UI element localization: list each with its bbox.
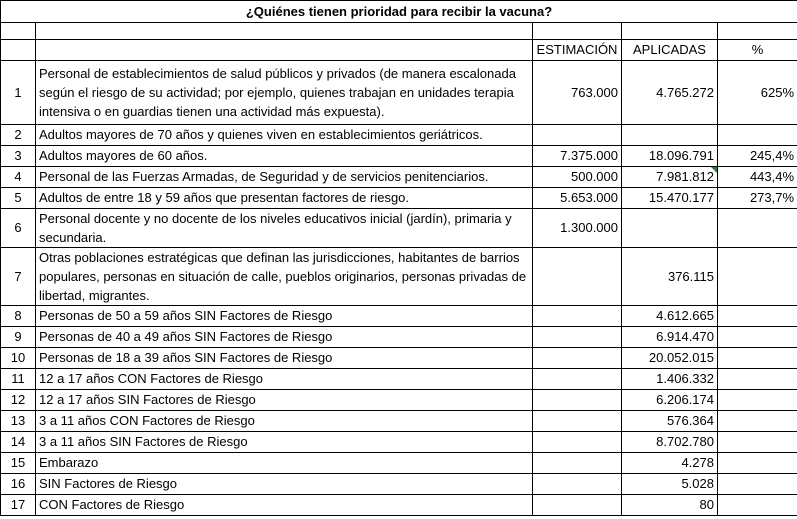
row-description[interactable]: Adultos mayores de 70 años y quienes viven en establecimientos geriátricos. xyxy=(36,125,533,146)
row-percent[interactable] xyxy=(718,474,797,495)
row-aplicadas[interactable]: 5.028 xyxy=(622,474,718,495)
row-estimacion[interactable] xyxy=(533,125,622,146)
row-number[interactable]: 10 xyxy=(1,348,36,369)
row-aplicadas[interactable]: 7.981.812 xyxy=(622,167,718,188)
row-aplicadas[interactable]: 4.765.272 xyxy=(622,61,718,125)
row-estimacion[interactable]: 7.375.000 xyxy=(533,146,622,167)
row-number[interactable]: 7 xyxy=(1,248,36,306)
row-description[interactable]: Personas de 50 a 59 años SIN Factores de Riesgo xyxy=(36,306,533,327)
row-estimacion[interactable] xyxy=(533,474,622,495)
row-percent[interactable] xyxy=(718,453,797,474)
table-row xyxy=(1,167,797,188)
row-estimacion[interactable] xyxy=(533,495,622,516)
row-number[interactable]: 3 xyxy=(1,146,36,167)
row-description[interactable]: 12 a 17 años CON Factores de Riesgo xyxy=(36,369,533,390)
table-row xyxy=(1,306,797,327)
row-aplicadas[interactable] xyxy=(622,125,718,146)
table-row xyxy=(1,432,797,453)
header-row xyxy=(1,40,797,61)
row-number[interactable]: 15 xyxy=(1,453,36,474)
row-description[interactable]: 3 a 11 años SIN Factores de Riesgo xyxy=(36,432,533,453)
header-description[interactable] xyxy=(36,40,533,61)
row-estimacion[interactable] xyxy=(533,248,622,306)
row-percent[interactable] xyxy=(718,125,797,146)
header-aplicadas[interactable]: APLICADAS xyxy=(622,40,718,61)
row-percent[interactable] xyxy=(718,495,797,516)
row-number[interactable]: 14 xyxy=(1,432,36,453)
title-row xyxy=(1,1,797,23)
table-row xyxy=(1,474,797,495)
row-description[interactable]: CON Factores de Riesgo xyxy=(36,495,533,516)
table-row xyxy=(1,390,797,411)
row-percent[interactable]: 273,7% xyxy=(718,188,797,209)
sheet-title[interactable]: ¿Quiénes tienen prioridad para recibir la vacuna? xyxy=(1,1,797,23)
row-number[interactable]: 2 xyxy=(1,125,36,146)
table-row xyxy=(1,411,797,432)
row-estimacion[interactable]: 5.653.000 xyxy=(533,188,622,209)
row-aplicadas[interactable]: 15.470.177 xyxy=(622,188,718,209)
row-aplicadas[interactable]: 6.914.470 xyxy=(622,327,718,348)
row-estimacion[interactable] xyxy=(533,306,622,327)
row-percent[interactable]: 245,4% xyxy=(718,146,797,167)
row-percent[interactable] xyxy=(718,306,797,327)
row-aplicadas[interactable]: 4.612.665 xyxy=(622,306,718,327)
table-row xyxy=(1,125,797,146)
row-description[interactable]: Embarazo xyxy=(36,453,533,474)
row-aplicadas[interactable]: 6.206.174 xyxy=(622,390,718,411)
row-estimacion[interactable] xyxy=(533,390,622,411)
row-estimacion[interactable] xyxy=(533,453,622,474)
row-estimacion[interactable]: 1.300.000 xyxy=(533,209,622,248)
blank-row xyxy=(1,23,797,40)
row-number[interactable]: 13 xyxy=(1,411,36,432)
row-aplicadas[interactable] xyxy=(622,209,718,248)
row-percent[interactable] xyxy=(718,248,797,306)
row-aplicadas[interactable]: 18.096.791 xyxy=(622,146,718,167)
table-row xyxy=(1,348,797,369)
row-number[interactable]: 5 xyxy=(1,188,36,209)
row-description[interactable]: Adultos de entre 18 y 59 años que presentan factores de riesgo. xyxy=(36,188,533,209)
header-estimacion[interactable]: ESTIMACIÓN xyxy=(533,40,622,61)
row-percent[interactable]: 625% xyxy=(718,61,797,125)
header-number[interactable] xyxy=(1,40,36,61)
row-estimacion[interactable] xyxy=(533,369,622,390)
row-number[interactable]: 4 xyxy=(1,167,36,188)
table-row xyxy=(1,188,797,209)
row-description[interactable]: Personal de las Fuerzas Armadas, de Seguridad y de servicios penitenciarios. xyxy=(36,167,533,188)
row-estimacion[interactable] xyxy=(533,348,622,369)
row-aplicadas[interactable]: 376.115 xyxy=(622,248,718,306)
row-description[interactable]: Personas de 18 a 39 años SIN Factores de Riesgo xyxy=(36,348,533,369)
row-estimacion[interactable] xyxy=(533,327,622,348)
row-number[interactable]: 6 xyxy=(1,209,36,248)
row-percent[interactable] xyxy=(718,411,797,432)
row-aplicadas[interactable]: 20.052.015 xyxy=(622,348,718,369)
row-number[interactable]: 16 xyxy=(1,474,36,495)
row-estimacion[interactable] xyxy=(533,432,622,453)
row-description[interactable]: 3 a 11 años CON Factores de Riesgo xyxy=(36,411,533,432)
row-aplicadas[interactable]: 576.364 xyxy=(622,411,718,432)
header-percent[interactable]: % xyxy=(718,40,797,61)
row-percent[interactable] xyxy=(718,432,797,453)
row-number[interactable]: 17 xyxy=(1,495,36,516)
row-percent[interactable] xyxy=(718,348,797,369)
row-estimacion[interactable]: 500.000 xyxy=(533,167,622,188)
row-description[interactable]: Adultos mayores de 60 años. xyxy=(36,146,533,167)
row-description[interactable]: Otras poblaciones estratégicas que definan las jurisdicciones, habitantes de barrios populares, personas en situación de calle, pueblos originarios, personas privadas de libertad, migrantes. xyxy=(36,248,533,306)
row-number[interactable]: 1 xyxy=(1,61,36,125)
table-row xyxy=(1,327,797,348)
row-percent[interactable] xyxy=(718,209,797,248)
row-number[interactable]: 12 xyxy=(1,390,36,411)
row-aplicadas[interactable]: 1.406.332 xyxy=(622,369,718,390)
row-number[interactable]: 9 xyxy=(1,327,36,348)
row-description[interactable]: Personal docente y no docente de los niveles educativos inicial (jardín), primaria y secundaria. xyxy=(36,209,533,248)
row-estimacion[interactable] xyxy=(533,411,622,432)
table-row xyxy=(1,61,797,125)
table-row xyxy=(1,495,797,516)
row-percent[interactable]: 443,4% xyxy=(718,167,797,188)
row-percent[interactable] xyxy=(718,369,797,390)
table-row xyxy=(1,209,797,248)
row-number[interactable]: 11 xyxy=(1,369,36,390)
row-aplicadas[interactable]: 80 xyxy=(622,495,718,516)
row-description[interactable]: SIN Factores de Riesgo xyxy=(36,474,533,495)
row-percent[interactable] xyxy=(718,390,797,411)
row-estimacion[interactable]: 763.000 xyxy=(533,61,622,125)
row-percent[interactable] xyxy=(718,327,797,348)
row-description[interactable]: Personal de establecimientos de salud públicos y privados (de manera escalonada según el riesgo de su actividad; por ejemplo, quienes trabajan en unidades terapia intensiva o en guardias tienen una actividad más expuesta). xyxy=(36,61,533,125)
table-row xyxy=(1,146,797,167)
table-row xyxy=(1,453,797,474)
row-description[interactable]: Personas de 40 a 49 años SIN Factores de Riesgo xyxy=(36,327,533,348)
row-number[interactable]: 8 xyxy=(1,306,36,327)
row-description[interactable]: 12 a 17 años SIN Factores de Riesgo xyxy=(36,390,533,411)
row-aplicadas[interactable]: 4.278 xyxy=(622,453,718,474)
table-row xyxy=(1,248,797,306)
table-row xyxy=(1,369,797,390)
row-aplicadas[interactable]: 8.702.780 xyxy=(622,432,718,453)
